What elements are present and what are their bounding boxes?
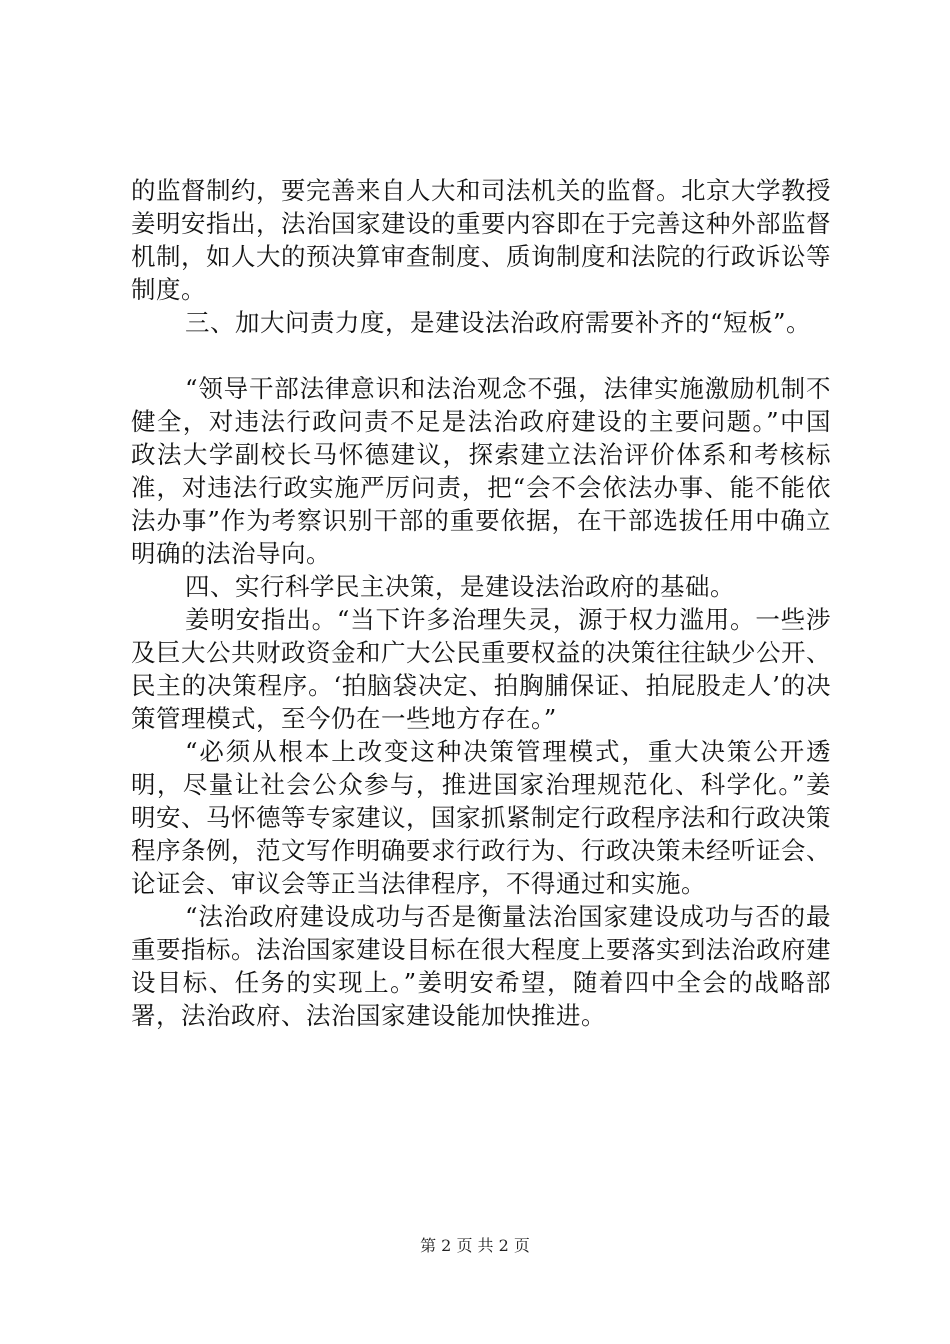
- document-body: [131, 174, 831, 1032]
- paragraph-3: “领导干部法律意识和法治观念不强，法律实施激励机制不健全，对违法行政问责不足是法治政府建设的主要问题。”中国政法大学副校长马怀德建议，探索建立法治评价体系和考核标准，对违法行政实施严厉问责，把“会不会依法办事、能不能依法办事”作为考察识别干部的重要依据，在干部选拔任用中确立明确的法治导向。: [131, 374, 831, 568]
- page-footer: 第 2 页 共 2 页: [420, 1236, 530, 1255]
- paragraph-6: “必须从根本上改变这种决策管理模式，重大决策公开透明，尽量让社会公众参与，推进国家治理规范化、科学化。”姜明安、马怀德等专家建议，国家抓紧制定行政程序法和行政决策程序条例，范文写作明确要求行政行为、行政决策未经听证会、论证会、审议会等正当法律程序，不得通过和实施。: [131, 737, 831, 898]
- paragraph-7: “法治政府建设成功与否是衡量法治国家建设成功与否的最重要指标。法治国家建设目标在很大程度上要落实到法治政府建设目标、任务的实现上。”姜明安希望，随着四中全会的战略部署，法治政府、法治国家建设能加快推进。: [131, 902, 831, 1030]
- paragraph-1: 的监督制约，要完善来自人大和司法机关的监督。北京大学教授姜明安指出，法治国家建设的重要内容即在于完善这种外部监督机制，如人大的预决算审查制度、质询制度和法院的行政诉讼等制度。: [131, 176, 831, 304]
- paragraph-5: 姜明安指出。“当下许多治理失灵，源于权力滥用。一些涉及巨大公共财政资金和广大公民重要权益的决策往往缺少公开、民主的决策程序。‘拍脑袋决定、拍胸脯保证、拍屁股走人’的决策管理模式，至今仍在一些地方存在。”: [131, 605, 831, 733]
- paragraph-2-heading: 三、加大问责力度，是建设法治政府需要补齐的“短板”。: [185, 308, 812, 337]
- paragraph-4-heading: 四、实行科学民主决策，是建设法治政府的基础。: [185, 572, 735, 601]
